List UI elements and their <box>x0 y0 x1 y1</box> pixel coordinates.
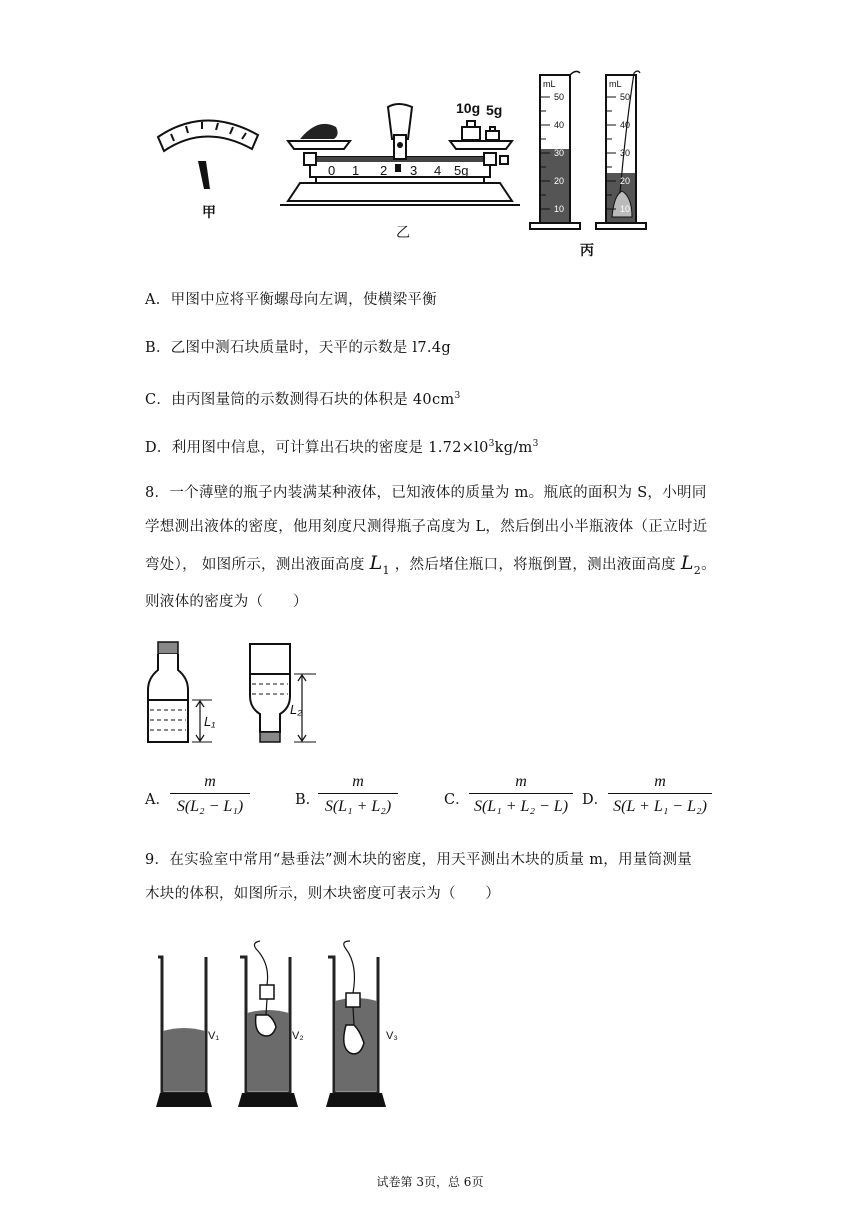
ruler-tick-label: 0 <box>328 163 336 178</box>
cylinder-v3 <box>326 941 386 1107</box>
cylinder-tick-label: 40 <box>620 120 631 130</box>
fraction-numerator: m <box>654 773 666 790</box>
cylinder-v1 <box>156 957 212 1107</box>
fraction-numerator: m <box>515 773 527 790</box>
q7-option-c <box>145 385 460 411</box>
q8-option-d-letter: D． <box>582 792 609 808</box>
v1-label: V₁ <box>208 1030 220 1042</box>
q8-line-1: 8．一个薄壁的瓶子内装满某种液体，已知液体的质量为 m。瓶底的面积为 S，小明同 <box>145 485 707 501</box>
cylinder-tick-label: 50 <box>620 92 631 102</box>
cylinder-tick-label: 30 <box>554 148 565 158</box>
fraction-denominator: S(L + L₁ − L₂) <box>613 798 707 815</box>
q8-L1-sub: 1 <box>382 563 390 577</box>
q8-L2-sub: 2 <box>693 563 702 577</box>
cylinder-v2 <box>238 941 298 1107</box>
q7-option-c-text: C．由丙图量筒的示数测得石块的体积是 40cm <box>145 391 455 408</box>
cylinder-tick-label: 40 <box>554 120 565 130</box>
ruler-tick-label: 3 <box>410 163 418 178</box>
ruler-tick-label: 1 <box>352 163 360 178</box>
q8-option-a-letter: A． <box>145 792 170 808</box>
top-figure <box>140 65 660 265</box>
v2-label: V₂ <box>292 1030 304 1042</box>
q8-line-3 <box>145 552 716 582</box>
weight-5g-label: 5g <box>486 102 503 118</box>
q7-option-d-unit: kg/m <box>494 439 533 456</box>
bottle-L1-label: L₁ <box>204 714 216 729</box>
q8-symbol-L1 <box>369 552 390 577</box>
cylinder-unit-label: mL <box>609 79 622 89</box>
balance-figure-svg <box>140 65 660 265</box>
fraction-bar <box>469 793 573 794</box>
ruler-tick-label: 5g <box>454 163 469 178</box>
q8-line-2: 学想测出液体的密度，他用刻度尺测得瓶子高度为 L，然后倒出小半瓶液体（正立时近 <box>145 519 708 535</box>
fraction-denominator: S(L₁ + L₂ − L) <box>473 798 569 815</box>
q7-option-d <box>145 433 539 459</box>
cylinders-figure-svg <box>150 935 410 1115</box>
upright-bottle <box>148 642 212 742</box>
q8-option-b-letter: B． <box>295 792 321 808</box>
fraction-bar <box>170 793 250 794</box>
q8-line-3a: 弯处）， 如图所示，测出液面高度 <box>145 557 365 573</box>
ruler-tick-label: 2 <box>380 163 388 178</box>
q8-L2: L <box>680 552 694 574</box>
page-footer: 试卷第 3页，总 6页 <box>376 1175 484 1189</box>
q8-L1: L <box>369 552 383 574</box>
balance-pointer-dial <box>158 120 258 189</box>
jia-label: 甲 <box>202 204 216 220</box>
q8-option-a-fraction <box>170 772 250 818</box>
fraction-bar <box>318 793 398 794</box>
q8-line-4: 则液体的密度为（ ） <box>145 594 308 610</box>
fraction-denominator: S(L₂ − L₁) <box>176 798 244 815</box>
cylinder-tick-label: 10 <box>554 204 565 214</box>
q8-option-c-fraction <box>469 772 573 818</box>
cylinder-tick-label: 30 <box>620 148 631 158</box>
bottle-L2-label: L₂ <box>290 702 303 717</box>
fraction-bar <box>608 793 712 794</box>
q8-symbol-L2 <box>680 552 702 577</box>
cylinder-tick-label: 50 <box>554 92 565 102</box>
q8-line-3c: 。 <box>701 557 716 573</box>
q8-option-c-letter: C． <box>444 792 470 808</box>
q8-option-b-fraction <box>318 772 398 818</box>
q9-line-2: 木块的体积，如图所示，则木块密度可表示为（ ） <box>145 886 501 902</box>
yi-label: 乙 <box>396 224 410 240</box>
weight-10g-label: 10g <box>456 100 481 116</box>
q9-cylinders-figure <box>150 935 410 1115</box>
ruler-tick-label: 4 <box>434 163 442 178</box>
q7-option-c-sup: 3 <box>454 391 461 401</box>
balance-scale <box>280 104 520 205</box>
cylinder-unit-label: mL <box>543 79 556 89</box>
fraction-denominator: S(L₁ + L₂) <box>324 798 392 815</box>
inverted-bottle <box>250 644 316 742</box>
q8-option-d-fraction <box>608 772 712 818</box>
q7-option-b: B．乙图中测石块质量时，天平的示数是 l7.4g <box>145 340 451 356</box>
cylinder-tick-label: 20 <box>620 176 631 186</box>
q8-bottle-figure <box>140 640 360 750</box>
q7-option-a: A．甲图中应将平衡螺母向左调，使横梁平衡 <box>145 292 437 308</box>
bing-label: 丙 <box>580 242 594 258</box>
q9-line-1: 9．在实验室中常用“悬垂法”测木块的密度，用天平测出木块的质量 m，用量筒测量 <box>145 852 693 868</box>
q8-line-3b: ，然后堵住瓶口，将瓶倒置，测出液面高度 <box>394 557 676 573</box>
q7-option-d-text: D．利用图中信息，可计算出石块的密度是 1.72×l0 <box>145 439 489 456</box>
cylinder-tick-label: 20 <box>554 176 565 186</box>
v3-label: V₃ <box>386 1030 398 1042</box>
q7-option-d-sup2: 3 <box>532 439 539 449</box>
bottle-figure-svg <box>140 640 360 750</box>
fraction-numerator: m <box>204 773 216 790</box>
fraction-numerator: m <box>352 773 364 790</box>
q7-option-d-sup: 3 <box>488 439 495 449</box>
cylinder-tick-label: 10 <box>620 204 631 214</box>
